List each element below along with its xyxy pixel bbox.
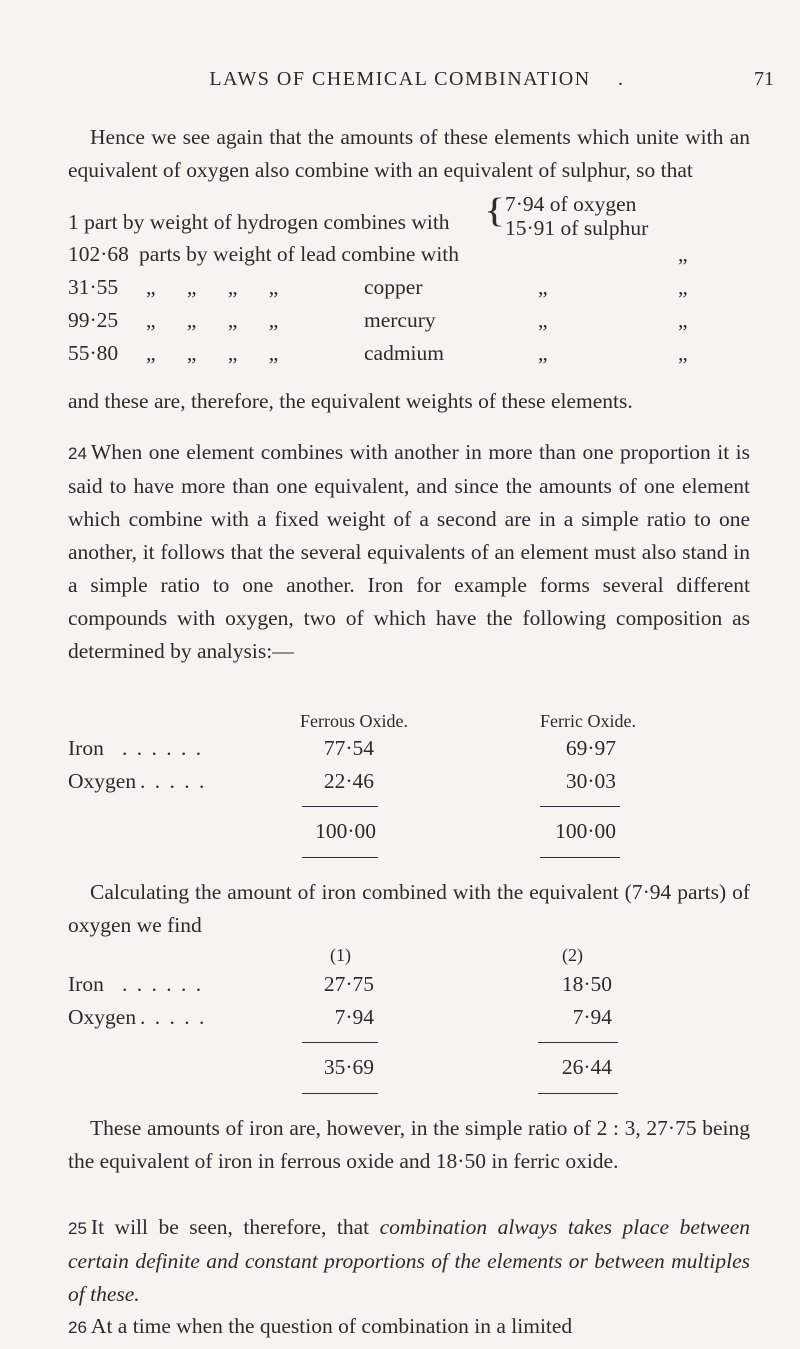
ditto-mark: „ <box>538 341 548 365</box>
ditto-mark: „ <box>538 308 548 332</box>
divider <box>540 806 620 807</box>
paragraph-text: At a time when the question of combination in a limited <box>90 1314 573 1338</box>
ferrous-total: 100·00 <box>315 819 376 843</box>
copper-amount: 31·55 <box>68 275 119 299</box>
ferric-oxygen-value: 30·03 <box>565 769 616 793</box>
column-header-1: (1) <box>330 945 351 965</box>
paragraph-text: Calculating the amount of iron combined with the equivalent (7·94 parts) of oxygen we find <box>68 880 750 937</box>
paragraph-text: When one element combines with another in more than one proportion it is said to have more than one equivalent, and since the amounts of one element which combine with a fixed weight of a second are in a simple ratio to one another, it follows that the several equivalents of an element must also stand in a simple ratio to one another. Iron for example forms several different compounds with oxygen, two of which have the following composition as determined by analysis:— <box>68 440 750 663</box>
sulphur-equivalent: 15·91 of sulphur <box>505 216 649 240</box>
divider <box>302 857 378 858</box>
cadmium-label: cadmium <box>364 341 445 365</box>
iron-value-1: 27·75 <box>323 972 374 996</box>
iron-value-2: 18·50 <box>561 972 612 996</box>
ditto-mark: „ <box>678 242 688 266</box>
mercury-amount: 99·25 <box>68 308 119 332</box>
paragraph-24 <box>68 436 750 668</box>
emphasized-principle: combination always takes place between certain definite and constant proportions of the elements or between multiples of these. <box>68 1215 751 1306</box>
row-label-oxygen: Oxygen <box>68 1005 137 1029</box>
total-1: 35·69 <box>323 1055 374 1079</box>
divider <box>538 1042 618 1043</box>
intro-text: Hence we see again that the amounts of these elements which unite with an equivalent of oxygen also combine with an equivalent of sulphur, so that <box>68 125 750 182</box>
paragraph-26 <box>68 1310 750 1344</box>
ditto-marks: „ „ „ „ <box>146 275 279 299</box>
paragraph-lead: It will be seen, therefore, that <box>90 1215 370 1239</box>
brace-icon: { <box>484 191 506 231</box>
ditto-mark: „ <box>678 275 688 299</box>
leader-dots: . . . . . <box>140 769 207 793</box>
paragraph-text: These amounts of iron are, however, in the simple ratio of 2 : 3, 27·75 being the equivalent of iron in ferrous oxide and 18·50 in ferric oxide. <box>68 1116 750 1173</box>
column-header-ferrous: Ferrous Oxide. <box>300 711 408 731</box>
ferrous-oxygen-value: 22·46 <box>323 769 374 793</box>
calculation-paragraph <box>68 876 750 942</box>
ditto-marks: „ „ „ „ <box>146 341 279 365</box>
leader-dots: . . . . . . <box>122 972 204 996</box>
mercury-label: mercury <box>364 308 436 332</box>
column-header-2: (2) <box>562 945 583 965</box>
ratio-paragraph <box>68 1112 750 1178</box>
paragraph-number: 25 <box>68 1219 87 1238</box>
hydrogen-line: 1 part by weight of hydrogen combines with <box>68 210 450 234</box>
divider <box>302 806 378 807</box>
row-label-iron: Iron <box>68 972 104 996</box>
row-label-iron: Iron <box>68 736 104 760</box>
ferric-total: 100·00 <box>555 819 616 843</box>
ditto-mark: „ <box>538 275 548 299</box>
cadmium-amount: 55·80 <box>68 341 119 365</box>
ferrous-iron-value: 77·54 <box>323 736 374 760</box>
oxygen-value-2: 7·94 <box>572 1005 612 1029</box>
lead-text: parts by weight of lead combine with <box>139 242 460 266</box>
divider <box>540 857 620 858</box>
divider <box>538 1093 618 1094</box>
lead-amount: 102·68 <box>68 242 129 266</box>
ditto-mark: „ <box>678 308 688 332</box>
header-dot: . <box>618 68 623 90</box>
ditto-mark: „ <box>678 341 688 365</box>
paragraph-text: and these are, therefore, the equivalent weights of these elements. <box>68 389 633 413</box>
paragraph-number: 24 <box>68 444 87 463</box>
leader-dots: . . . . . <box>140 1005 207 1029</box>
oxygen-equivalent: 7·94 of oxygen <box>505 192 637 216</box>
paragraph-number: 26 <box>68 1318 87 1337</box>
intro-paragraph <box>68 121 750 187</box>
oxygen-value-1: 7·94 <box>334 1005 374 1029</box>
divider <box>302 1093 378 1094</box>
column-header-ferric: Ferric Oxide. <box>540 711 636 731</box>
running-title: LAWS OF CHEMICAL COMBINATION <box>209 68 591 90</box>
paragraph-25 <box>68 1211 750 1311</box>
equivalent-weights-paragraph <box>68 385 750 418</box>
ferric-iron-value: 69·97 <box>565 736 616 760</box>
total-2: 26·44 <box>561 1055 612 1079</box>
leader-dots: . . . . . . <box>122 736 204 760</box>
ditto-marks: „ „ „ „ <box>146 308 279 332</box>
copper-label: copper <box>364 275 423 299</box>
page-number: 71 <box>754 68 774 90</box>
divider <box>302 1042 378 1043</box>
row-label-oxygen: Oxygen <box>68 769 137 793</box>
